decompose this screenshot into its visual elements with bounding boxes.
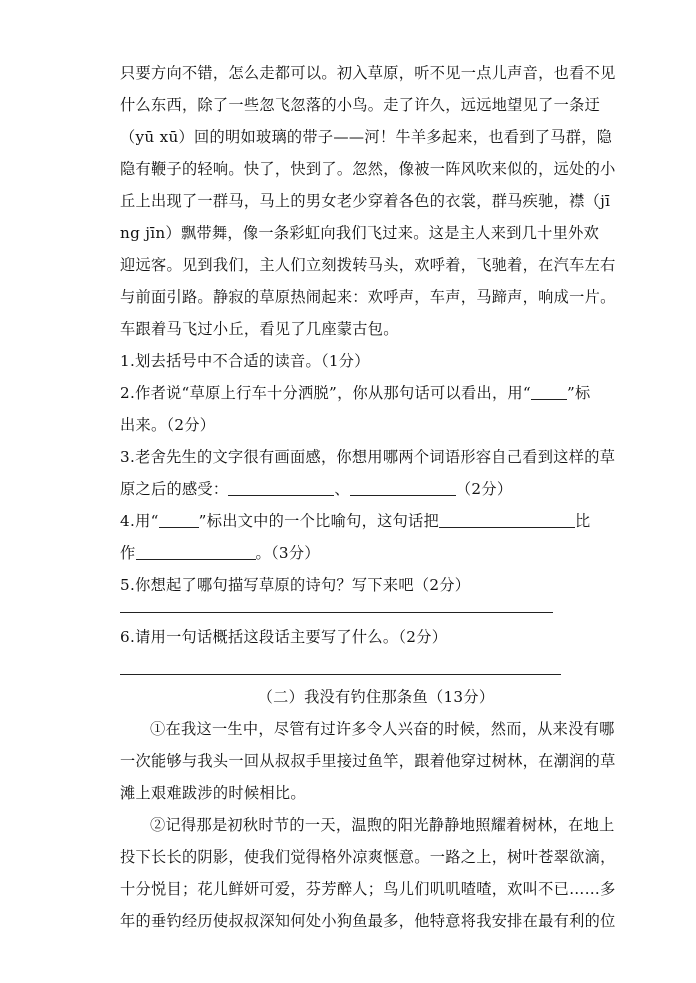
question-2-text-end: ”标: [566, 384, 591, 402]
question-4-text-bi: 比: [575, 512, 591, 530]
answer-blank-subject[interactable]: [439, 513, 575, 528]
question-6: 6.请用一句话概括这段话主要写了什么。（2分）: [120, 628, 448, 646]
passage-line: 迎远客。见到我们，主人们立刻拨转马头，欢呼着，飞驰着，在汽车左右: [120, 256, 616, 274]
answer-blank-word-1[interactable]: [228, 481, 334, 496]
passage-line: 滩上艰难跋涉的时候相比。: [120, 784, 306, 802]
passage-line: （yū xū）回的明如玻璃的带子——河！牛羊多起来，也看到了马群，隐: [120, 128, 613, 146]
answer-blank-mark[interactable]: [159, 513, 199, 528]
question-3-continued: [120, 478, 640, 500]
answer-blank-word-2[interactable]: [350, 481, 456, 496]
question-4-text-mid: ”标出文中的一个比喻句，这句话把: [198, 512, 440, 530]
passage-line: 什么东西，除了一些忽飞忽落的小鸟。走了许久，远远地望见了一条迂: [120, 96, 601, 114]
passage-line: 隐有鞭子的轻响。快了，快到了。忽然，像被一阵风吹来似的，远处的小: [120, 160, 616, 178]
answer-blank-mark[interactable]: [531, 385, 567, 400]
question-1: 1.划去括号中不合适的读音。（1分）: [120, 352, 370, 370]
question-3: 3.老舍先生的文字很有画面感，你想用哪两个词语形容自己看到这样的草: [120, 448, 616, 466]
passage-paragraph-2: ②记得那是初秋时节的一天，温煦的阳光静静地照耀着树林，在地上: [150, 816, 615, 834]
answer-blank-object[interactable]: [136, 545, 256, 560]
question-2-continued: 出来。（2分）: [120, 416, 216, 434]
passage-line: 投下长长的阴影，使我们觉得格外凉爽惬意。一路之上，树叶苍翠欲滴，: [120, 848, 616, 866]
passage-line: 丘上出现了一群马，马上的男女老少穿着各色的衣裳，群马疾驰，襟（jī: [120, 192, 611, 210]
question-4: [120, 510, 640, 532]
passage-line: 年的垂钓经历使叔叔深知何处小狗鱼最多，他特意将我安排在最有利的位: [120, 912, 616, 930]
question-5: 5.你想起了哪句描写草原的诗句？写下来吧（2分）: [120, 576, 471, 594]
question-4-score: 。（3分）: [255, 544, 320, 562]
passage-line: ng jīn）飘带舞，像一条彩虹向我们飞过来。这是主人来到几十里外欢: [120, 224, 600, 242]
passage-line: 只要方向不错，怎么走都可以。初入草原，听不见一点儿声音，也看不见: [120, 64, 616, 82]
question-4-text-zuo: 作: [120, 544, 136, 562]
section-title: （二）我没有钓住那条鱼（13分）: [257, 688, 495, 706]
question-4-continued: [120, 542, 640, 564]
passage-paragraph-1: ①在我这一生中，尽管有过许多令人兴奋的时候，然而，从来没有哪: [150, 720, 615, 738]
passage-line: 车跟着马飞过小丘，看见了几座蒙古包。: [120, 320, 399, 338]
passage-line: 与前面引路。静寂的草原热闹起来：欢呼声，车声，马蹄声，响成一片。: [120, 288, 616, 306]
question-2-text: 2.作者说“草原上行车十分洒脱”，你从那句话可以看出，用“: [120, 384, 531, 402]
answer-line-q5[interactable]: [120, 612, 553, 613]
question-4-text: 4.用“: [120, 512, 159, 530]
answer-line-q6[interactable]: [120, 674, 561, 675]
question-3-score: （2分）: [455, 480, 513, 498]
passage-line: 十分悦目；花儿鲜妍可爱，芬芳醉人；鸟儿们叽叽喳喳，欢叫不已……多: [120, 880, 616, 898]
question-3-prompt: 原之后的感受：: [120, 480, 229, 498]
question-3-separator: 、: [334, 480, 350, 498]
question-2: [120, 382, 640, 404]
passage-line: 一次能够与我头一回从叔叔手里接过鱼竿，跟着他穿过树林，在潮润的草: [120, 752, 616, 770]
